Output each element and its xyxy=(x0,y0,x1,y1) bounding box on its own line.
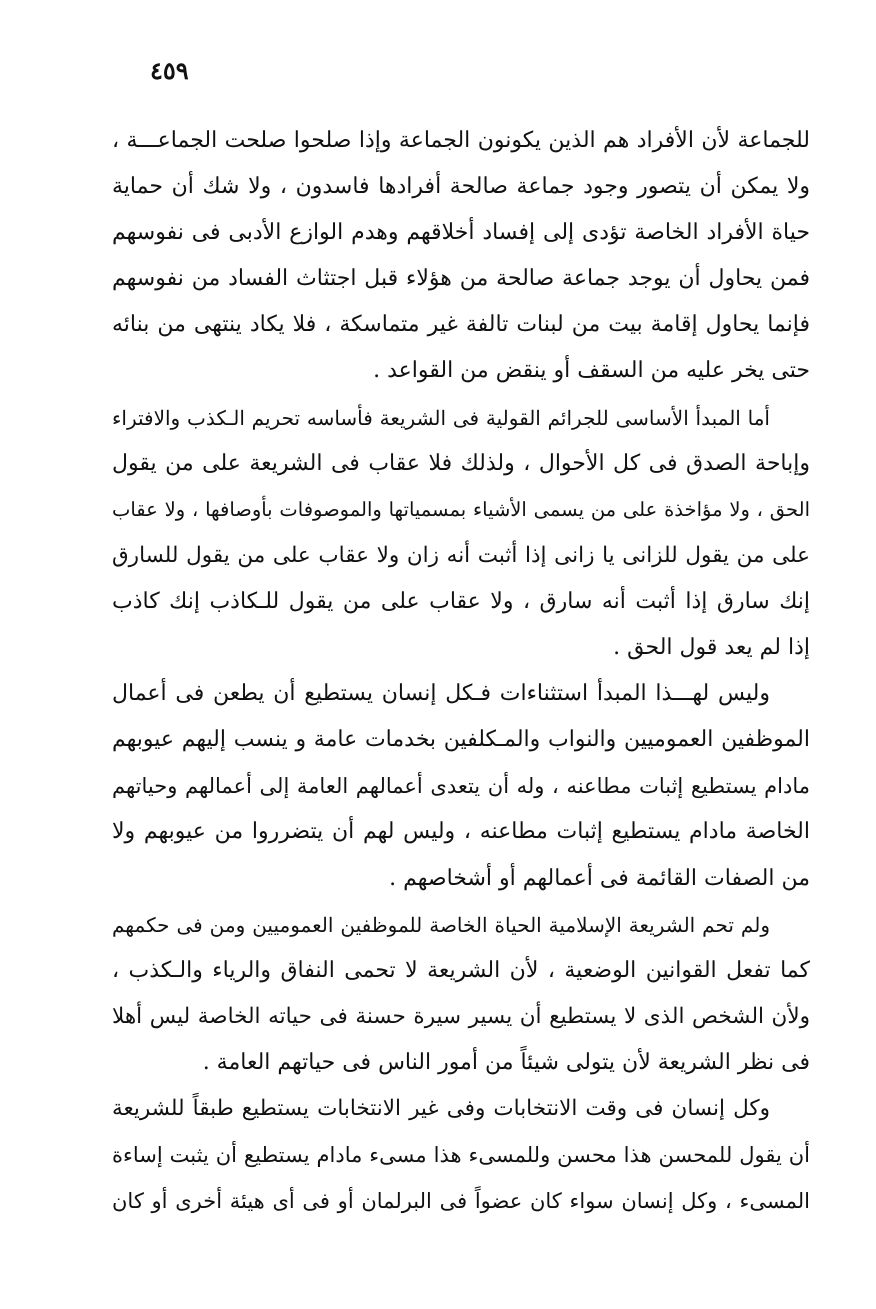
text-line: وليس لهـــذا المبدأ استثناءات فـكل إنسان يستطيع أن يطعن فى أعمال xyxy=(112,681,770,707)
text-line: ولأن الشخص الذى لا يستطيع أن يسير سيرة حسنة فى حياته الخاصة ليس أهلا xyxy=(112,1003,810,1029)
text-line: كما تفعل القوانين الوضعية ، لأن الشريعة لا تحمى النفاق والرياء والـكذب ، xyxy=(112,957,810,983)
text-line: أن يقول للمحسن هذا محسن وللمسىء هذا مسىء مادام يستطيع أن يثبت إساءة xyxy=(112,1143,810,1168)
text-line: فمن يحاول أن يوجد جماعة صالحة من هؤلاء قبل اجتثاث الفساد من نفوسهم xyxy=(112,266,810,292)
text-line: ولم تحم الشريعة الإسلامية الحياة الخاصة للموظفين العموميين ومن فى حكمهم xyxy=(112,912,770,937)
page-number: ٤٥٩ xyxy=(150,56,189,85)
text-line: على من يقول للزانى يا زانى إذا أثبت أنه زان ولا عقاب على من يقول للسارق xyxy=(112,542,810,568)
text-line: وكل إنسان فى وقت الانتخابات وفى غير الانتخابات يستطيع طبقاً للشريعة xyxy=(112,1095,770,1121)
text-line: مادام يستطيع إثبات مطاعنه ، وله أن يتعدى أعمالهم العامة إلى أعمالهم وحياتهم xyxy=(112,774,810,799)
text-line: إنك سارق إذا أثبت أنه سارق ، ولا عقاب على من يقول للـكاذب إنك كاذب xyxy=(112,588,810,614)
text-line: فى نظر الشريعة لأن يتولى شيئاً من أمور الناس فى حياتهم العامة . xyxy=(202,1049,810,1075)
text-line: وإباحة الصدق فى كل الأحوال ، ولذلك فلا عقاب فى الشريعة على من يقول xyxy=(112,450,810,476)
text-line: الحق ، ولا مؤاخذة على من يسمى الأشياء بمسمياتها والموصوفات بأوصافها ، ولا عقاب xyxy=(112,497,810,521)
text-line: حتى يخر عليه من السقف أو ينقض من القواعد . xyxy=(373,358,810,384)
body-text xyxy=(112,118,810,1224)
text-line: الموظفين العموميين والنواب والمـكلفين بخدمات عامة و ينسب إليهم عيوبهم xyxy=(112,727,810,753)
text-line: فإنما يحاول إقامة بيت من لبنات تالفة غير متماسكة ، فلا يكاد ينتهى من بنائه xyxy=(112,312,810,338)
text-line: إذا لم يعد قول الحق . xyxy=(613,635,810,661)
text-line: الخاصة مادام يستطيع إثبات مطاعنه ، وليس لهم أن يتضرروا من عيوبهم ولا xyxy=(112,819,810,845)
text-line: المسىء ، وكل إنسان سواء كان عضواً فى البرلمان أو فى أى هيئة أخرى أو كان xyxy=(112,1189,810,1214)
text-line: أما المبدأ الأساسى للجرائم القولية فى الشريعة فأساسه تحريم الـكذب والافتراء xyxy=(112,405,770,430)
text-line: ولا يمكن أن يتصور وجود جماعة صالحة أفرادها فاسدون ، ولا شك أن حماية xyxy=(112,174,810,200)
text-line: للجماعة لأن الأفراد هم الذين يكونون الجماعة وإذا صلحوا صلحت الجماعـــة ، xyxy=(112,128,810,153)
text-line: من الصفات القائمة فى أعمالهم أو أشخاصهم . xyxy=(389,865,810,891)
text-line: حياة الأفراد الخاصة تؤدى إلى إفساد أخلاقهم وهدم الوازع الأدبى فى نفوسهم xyxy=(112,220,810,246)
